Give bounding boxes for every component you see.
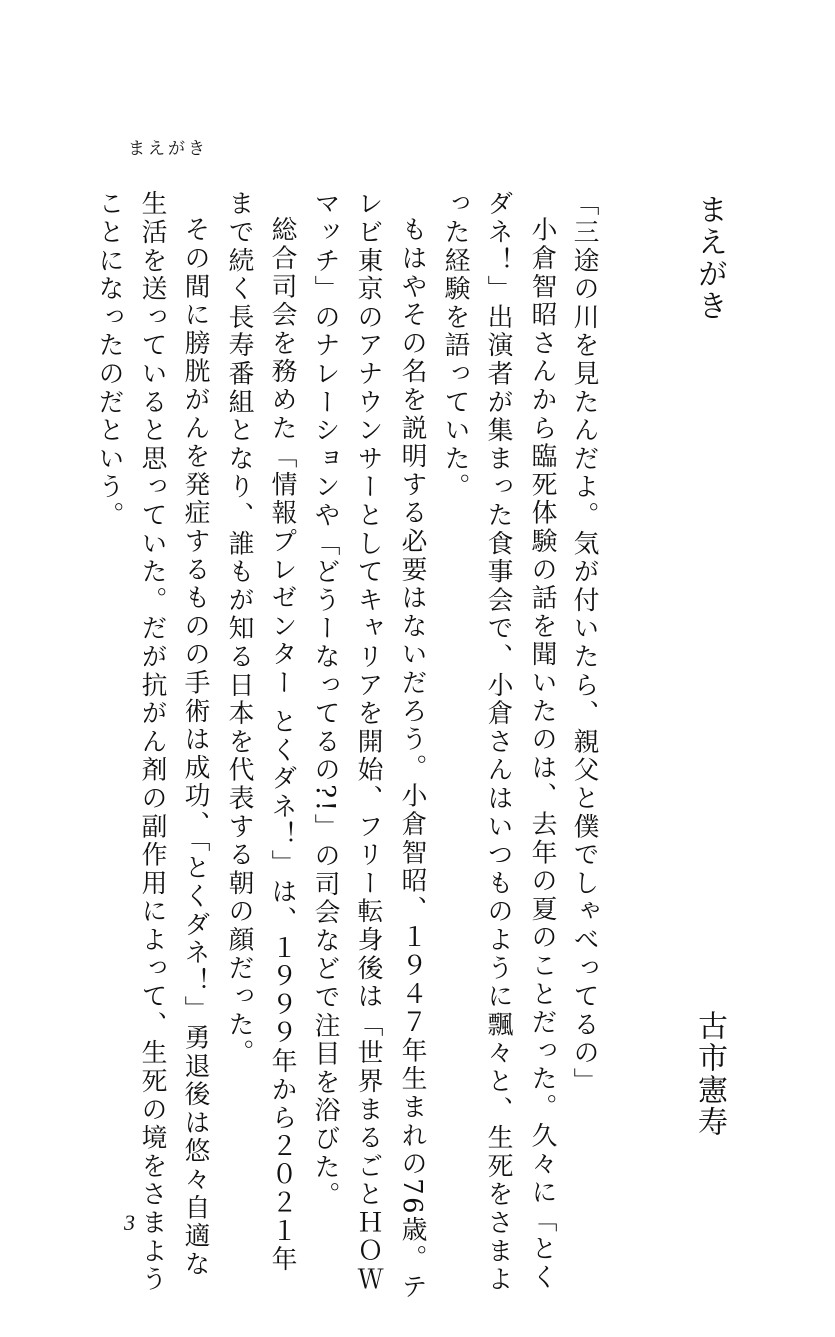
author-name: 古市憲寿 xyxy=(692,1010,727,1138)
body-column: マッチ」のナレーションや「どうーなってるの?!」の司会などで注目を浴びた。 xyxy=(310,190,340,1210)
body-column: った経験を語っていた。 xyxy=(440,190,470,502)
body-column: もはやその名を説明する必要はないだろう。小倉智昭、１９４７年生まれの76歳。テ xyxy=(397,215,427,1301)
body-column: 「三途の川を見たんだよ。気が付いたら、親父と僕でしゃべってるの」 xyxy=(569,190,599,1096)
chapter-title: まえがき xyxy=(692,194,727,322)
body-column: まで続く長寿番組となり、誰もが知る日本を代表する朝の顔だった。 xyxy=(224,190,254,1068)
body-column: ダネ！」出演者が集まった食事会で、小倉さんはいつものように飄々と、生死をさまよ xyxy=(483,190,513,1294)
page-number: 3 xyxy=(124,1210,135,1235)
body-column: ことになったのだという。 xyxy=(94,190,124,530)
body-column: レビ東京のアナウンサーとしてキャリアを開始、フリー転身後は「世界まるごとＨＯＷ xyxy=(353,190,383,1294)
body-column: 小倉智昭さんから臨死体験の話を聞いたのは、去年の夏のことだった。久々に「とく xyxy=(527,215,557,1292)
body-column: その間に膀胱がんを発症するものの手術は成功、「とくダネ！」勇退後は悠々自適な xyxy=(180,215,210,1279)
running-header: まえがき xyxy=(128,139,208,159)
body-column: 総合司会を務めた「情報プレゼンター とくダネ！」は、１９９９年から２０２１年 xyxy=(267,215,297,1274)
body-column: 生活を送っていると思っていた。だが抗がん剤の副作用によって、生死の境をさまよう xyxy=(137,190,167,1294)
